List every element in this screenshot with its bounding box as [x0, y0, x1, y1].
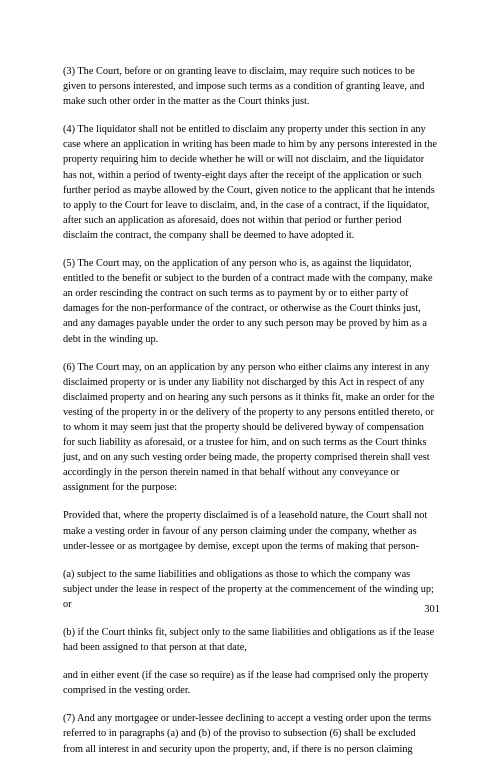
paragraph-proviso: Provided that, where the property disclaimed is of a leasehold nature, the Court shall not make a vesting order in favour of any person claiming under the company, whether as under-lessee or as mortgagee by demise, except upon the terms of making that person-: [63, 510, 428, 552]
paragraph-either-event: and in either event (if the case so require) as if the lease had comprised only the property comprised in the vesting order.: [63, 670, 429, 697]
paragraph-subsection-4: (4) The liquidator shall not be entitled to disclaim any property under this section in any case where an application in writing has been made to him by any persons interested in the property requiring him to decide whether he will or will not disclaim, and the liquidator has not, within a period of twenty-eight days after the receipt of the application or such further period as maybe allowed by the Court, given notice to the applicant that he intends to apply to the Court for leave to disclaim, and, in the case of a contract, if the liquidator, after such an application as aforesaid, does not within that period or further period disclaim the contract, the company shall be deemed to have adopted it.: [63, 124, 438, 241]
paragraph-subsection-5: (5) The Court may, on the application of any person who is, as against the liquidator, entitled to the benefit or subject to the burden of a contract made with the company, make an order rescinding the contract on such terms as to payment by or to either party of damages for the non-performance of the contract, or otherwise as the Court thinks just, and any damages payable under the order to any such person may be proved by him as a debt in the winding up.: [63, 258, 433, 345]
paragraph-subsection-6: (6) The Court may, on an application by any person who either claims any interest in any disclaimed property or is under any liability not discharged by this Act in respect of any disclaimed property and on hearing any such persons as it thinks fit, make an order for the vesting of the property in or the delivery of the property to any persons entitled thereto, or to whom it may seem just that the property should be delivered byway of compensation for such liability as aforesaid, or a trustee for him, and on such terms as the Court thinks just, and on any such vesting order being made, the property comprised therein shall vest accordingly in the person therein named in that behalf without any conveyance or assignment for the purpose:: [63, 361, 435, 494]
paragraph-subsection-7: (7) And any mortgagee or under-lessee declining to accept a vesting order upon the terms referred to in paragraphs (a) and (b) of the proviso to subsection (6) shall be excluded from all interest in and security upon the property, and, if there is no person claiming: [63, 713, 432, 755]
page-number: 301: [424, 604, 440, 615]
paragraph-clause-a: (a) subject to the same liabilities and obligations as those to which the company was subject under the lease in respect of the property at the commencement of the winding up; or: [63, 568, 434, 610]
paragraph-clause-b: (b) if the Court thinks fit, subject only to the same liabilities and obligations as if the lease had been assigned to that person at that date,: [63, 627, 435, 654]
paragraph-subsection-3: (3) The Court, before or on granting leave to disclaim, may require such notices to be given to persons interested, and impose such terms as a condition of granting leave, and make such other order in the matter as the Court thinks just.: [63, 66, 425, 108]
document-body: [63, 64, 438, 770]
